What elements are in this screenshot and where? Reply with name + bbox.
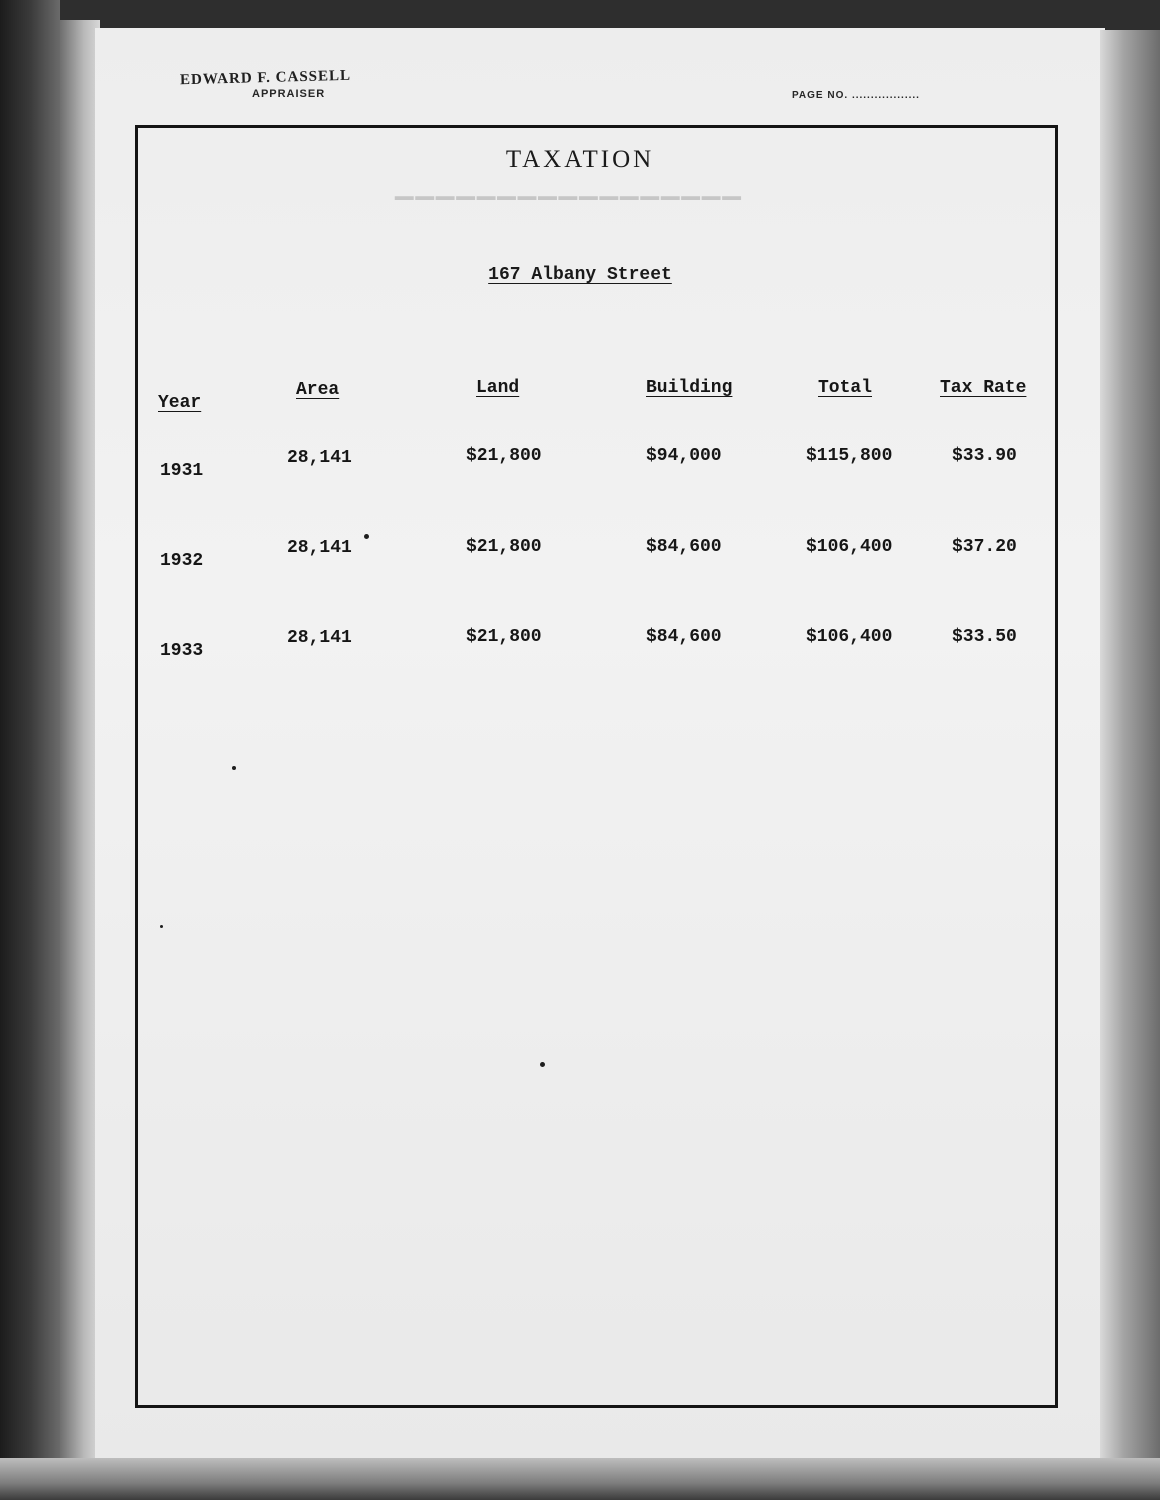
page-number-label: PAGE NO. xyxy=(792,90,849,101)
scan-speck xyxy=(540,1062,545,1067)
cell-tax-rate: $33.90 xyxy=(952,446,1017,466)
page-number-dots: .................. xyxy=(851,90,920,101)
scan-speck xyxy=(160,925,163,928)
scanner-left-edge xyxy=(0,0,60,1500)
header-total: Total xyxy=(818,378,873,398)
bleed-through-heading: ▁▁▁▁▁▁▁▁▁▁▁▁▁▁▁▁▁ xyxy=(395,174,743,200)
address-text: 167 Albany Street xyxy=(488,265,672,285)
cell-total: $115,800 xyxy=(806,446,893,466)
scanner-right-edge xyxy=(1100,30,1160,1480)
binding-edge xyxy=(60,20,100,1480)
cell-year: 1932 xyxy=(160,551,204,571)
header-land: Land xyxy=(476,378,520,398)
scanner-bottom-edge xyxy=(0,1458,1160,1500)
header-tax-rate: Tax Rate xyxy=(940,378,1027,398)
cell-area: 28,141 xyxy=(287,538,352,558)
cell-area: 28,141 xyxy=(287,448,352,468)
scan-speck xyxy=(232,766,236,770)
cell-total: $106,400 xyxy=(806,537,893,557)
letterhead-title: APPRAISER xyxy=(252,88,326,100)
letterhead-name: EDWARD F. CASSELL xyxy=(179,67,352,89)
cell-tax-rate: $33.50 xyxy=(952,627,1017,647)
header-area: Area xyxy=(296,380,340,400)
cell-land: $21,800 xyxy=(466,627,542,647)
header-year: Year xyxy=(158,393,202,413)
document-address xyxy=(0,265,1160,285)
document-title: TAXATION xyxy=(505,146,655,173)
cell-year: 1933 xyxy=(160,641,204,661)
document-border xyxy=(135,125,1058,1408)
cell-total: $106,400 xyxy=(806,627,893,647)
cell-area: 28,141 xyxy=(287,628,352,648)
cell-land: $21,800 xyxy=(466,446,542,466)
cell-land: $21,800 xyxy=(466,537,542,557)
page-number-field xyxy=(792,90,920,101)
header-building: Building xyxy=(646,378,733,398)
cell-tax-rate: $37.20 xyxy=(952,537,1017,557)
cell-year: 1931 xyxy=(160,461,204,481)
cell-building: $84,600 xyxy=(646,627,722,647)
cell-building: $84,600 xyxy=(646,537,722,557)
scan-speck xyxy=(364,534,369,539)
cell-building: $94,000 xyxy=(646,446,722,466)
